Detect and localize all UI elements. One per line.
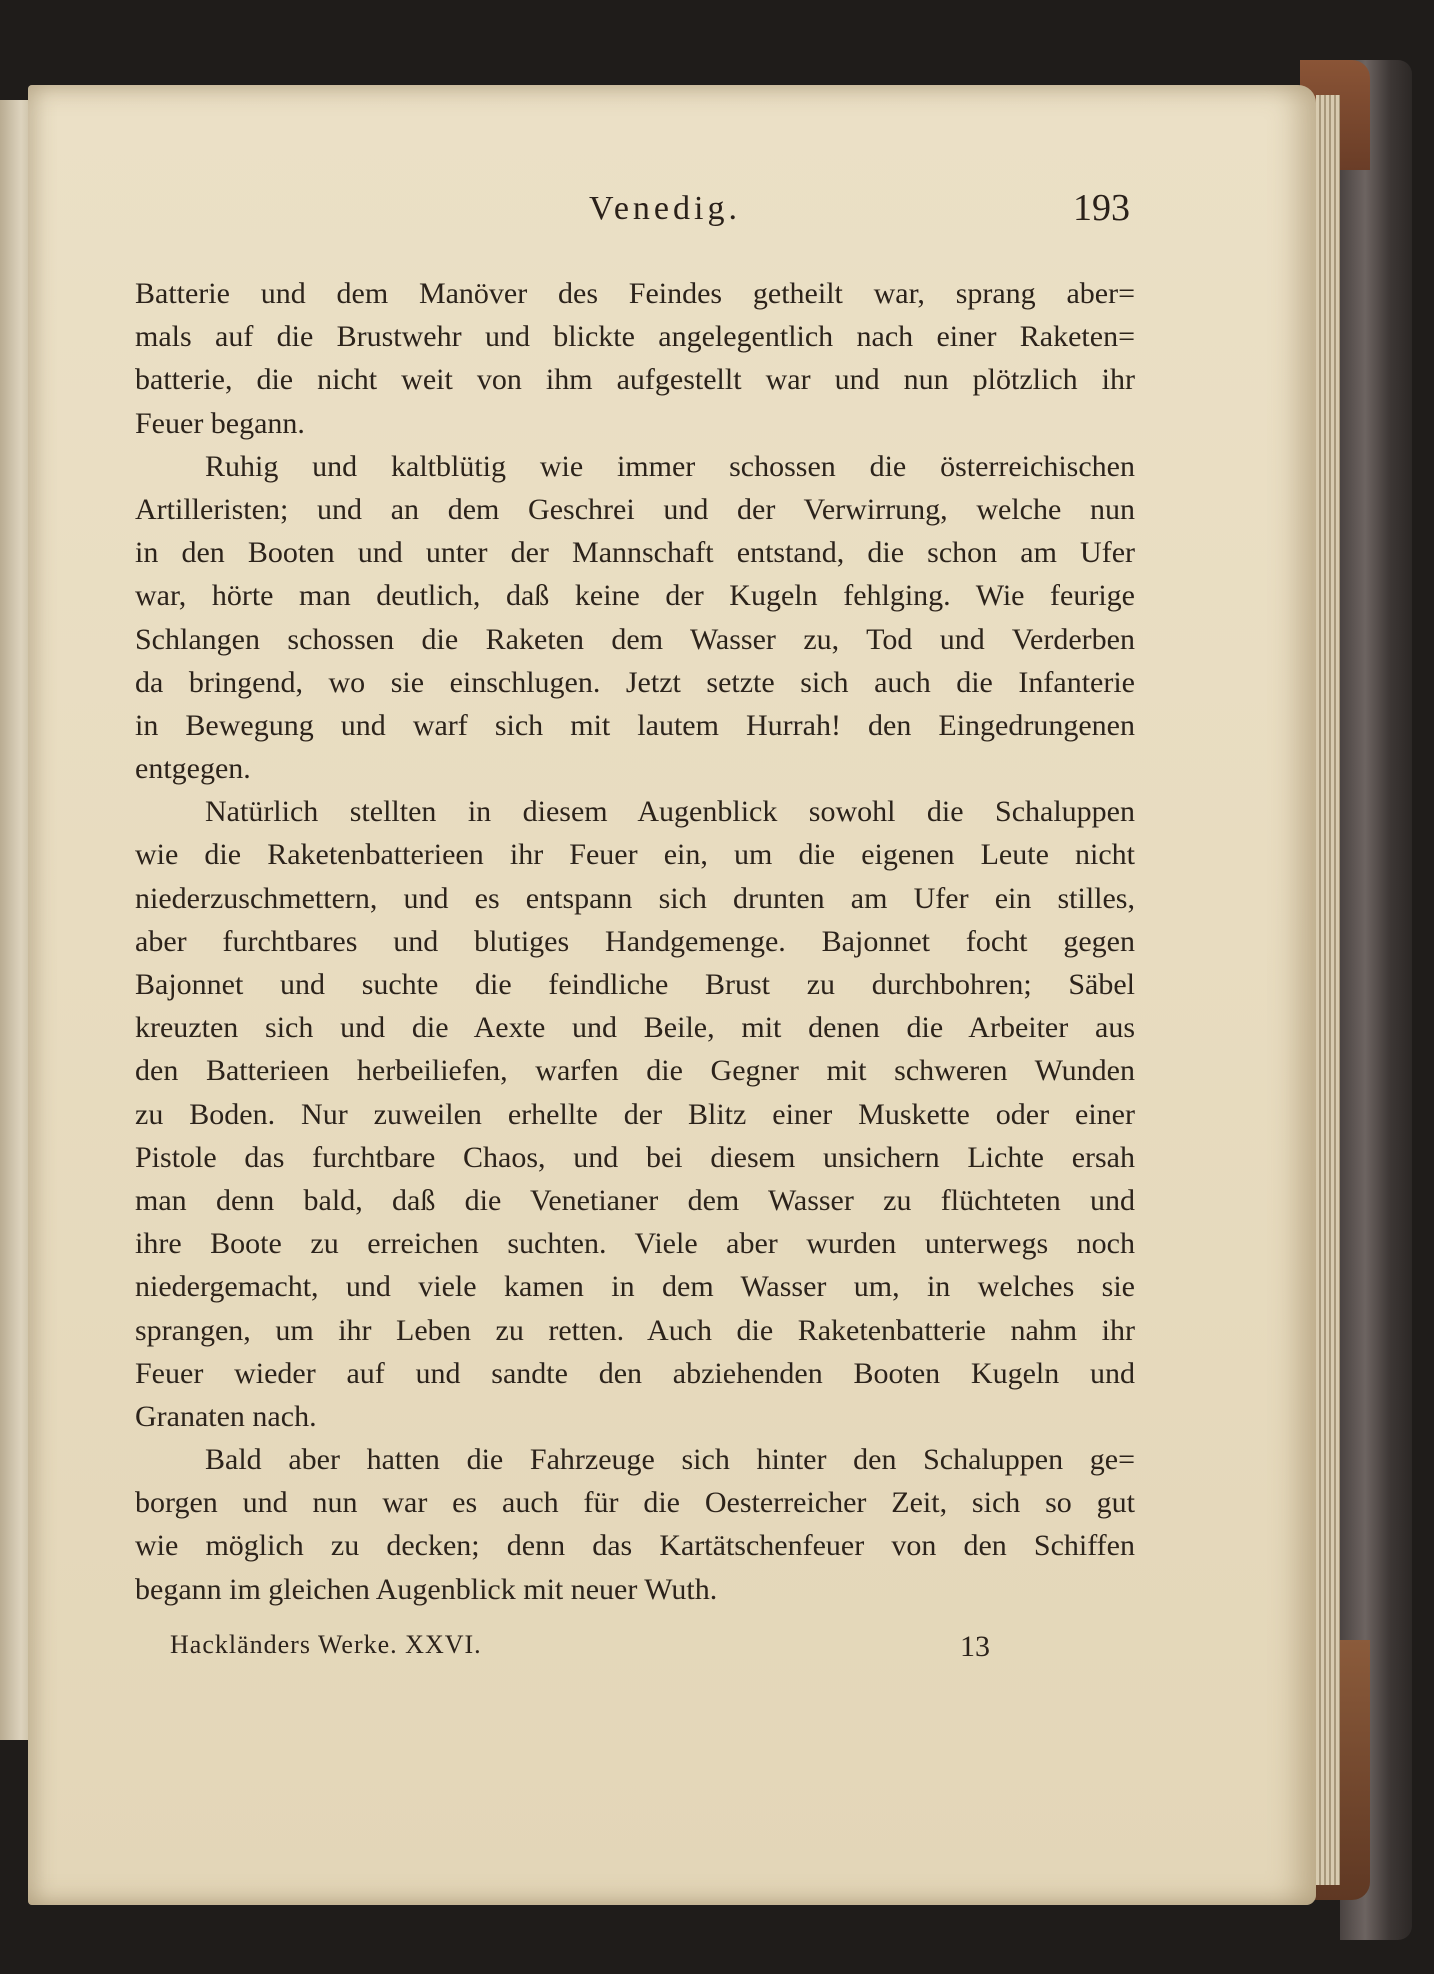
printer-signature: Hackländers Werke. XXVI. <box>170 1630 482 1659</box>
text-line: wie möglich zu decken; denn das Kartätschenfeuer von den Schiffen <box>135 1529 1135 1563</box>
signature-number: 13 <box>960 1630 990 1663</box>
text-line: niedergemacht, und viele kamen in dem Wasser um, in welches sie <box>135 1270 1135 1304</box>
text-line: in den Booten und unter der Mannschaft entstand, die schon am Ufer <box>135 536 1135 570</box>
text-line: Bajonnet und suchte die feindliche Brust zu durchbohren; Säbel <box>135 968 1135 1001</box>
text-line: ihre Boote zu erreichen suchten. Viele aber wurden unterwegs noch <box>135 1227 1135 1261</box>
text-line: batterie, die nicht weit von ihm aufgestellt war und nun plötzlich ihr <box>135 363 1135 397</box>
text-line: zu Boden. Nur zuweilen erhellte der Blitz einer Muskette oder einer <box>135 1097 1135 1131</box>
page-number: 193 <box>1073 187 1130 229</box>
text-line: da bringend, wo sie einschlugen. Jetzt setzte sich auch die Infanterie <box>135 665 1135 699</box>
text-line: Pistole das furchtbare Chaos, und bei diesem unsichern Lichte ersah <box>135 1140 1135 1174</box>
text-line: sprangen, um ihr Leben zu retten. Auch die Raketenbatterie nahm ihr <box>135 1313 1135 1347</box>
page-header <box>130 187 1130 250</box>
text-line: mals auf die Brustwehr und blickte angelegentlich nach einer Raketen= <box>135 320 1135 354</box>
text-line: niederzuschmettern, und es entspann sich drunten am Ufer ein stilles, <box>135 881 1135 915</box>
text-line: entgegen. <box>135 752 251 786</box>
text-line: aber furchtbares und blutiges Handgemenge. Bajonnet focht gegen <box>135 924 1135 958</box>
text-line: Feuer begann. <box>135 406 305 440</box>
running-title: Venedig. <box>589 190 741 227</box>
page-edges <box>1316 95 1340 1885</box>
page-footer <box>170 1630 990 1670</box>
text-line: wie die Raketenbatterieen ihr Feuer ein, um die eigenen Leute nicht <box>135 838 1135 872</box>
text-line: war, hörte man deutlich, daß keine der Kugeln fehlging. Wie feurige <box>135 579 1135 613</box>
text-line: Schlangen schossen die Raketen dem Wasser zu, Tod und Verderben <box>135 622 1135 656</box>
text-line: Artilleristen; und an dem Geschrei und der Verwirrung, welche nun <box>135 492 1135 526</box>
text-line: borgen und nun war es auch für die Oesterreicher Zeit, sich so gut <box>135 1486 1135 1520</box>
text-line: Ruhig und kaltblütig wie immer schossen die österreichischen <box>205 449 1135 483</box>
text-line: man denn bald, daß die Venetianer dem Wasser zu flüchteten und <box>135 1183 1135 1217</box>
text-line: Batterie und dem Manöver des Feindes getheilt war, sprang aber= <box>135 277 1135 310</box>
text-line: Granaten nach. <box>135 1399 317 1433</box>
text-line: den Batterieen herbeiliefen, warfen die Gegner mit schweren Wunden <box>135 1054 1135 1088</box>
text-line: begann im gleichen Augenblick mit neuer Wuth. <box>135 1572 718 1606</box>
text-line: in Bewegung und warf sich mit lautem Hurrah! den Eingedrungenen <box>135 708 1135 742</box>
text-line: Natürlich stellten in diesem Augenblick sowohl die Schaluppen <box>205 795 1135 829</box>
body-text <box>135 272 1135 1611</box>
text-line: Bald aber hatten die Fahrzeuge sich hinter den Schaluppen ge= <box>205 1443 1135 1477</box>
text-line: Feuer wieder auf und sandte den abziehenden Booten Kugeln und <box>135 1356 1135 1390</box>
text-line: kreuzten sich und die Aexte und Beile, mit denen die Arbeiter aus <box>135 1011 1135 1045</box>
